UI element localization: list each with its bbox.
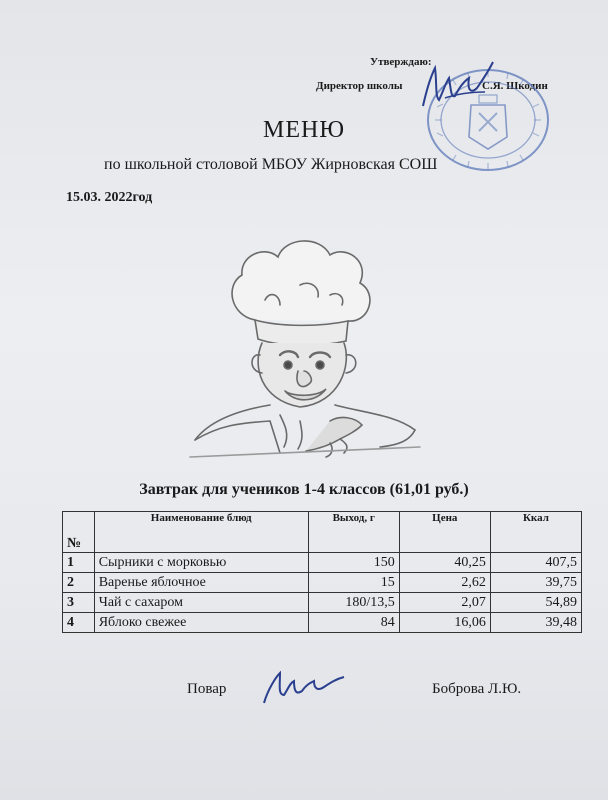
menu-table (62, 511, 582, 633)
table-row (63, 613, 582, 633)
row-price: 16,06 (399, 613, 490, 633)
meal-title: Завтрак для учеников 1-4 классов (61,01 руб.) (139, 481, 469, 498)
row-name: Варенье яблочное (94, 573, 308, 593)
table-row (63, 553, 582, 573)
menu-date: 15.03. 2022год (66, 190, 153, 205)
row-name: Чай с сахаром (94, 593, 308, 613)
cook-signature-icon (258, 665, 348, 710)
row-num: 4 (63, 613, 95, 633)
page-subtitle: по школьной столовой МБОУ Жирновская СОШ (104, 156, 438, 173)
header-kcal: Ккал (490, 512, 581, 553)
director-signature-icon (415, 48, 505, 118)
row-num: 3 (63, 593, 95, 613)
row-kcal: 39,48 (490, 613, 581, 633)
row-name: Сырники с морковью (94, 553, 308, 573)
row-num: 1 (63, 553, 95, 573)
row-weight: 150 (308, 553, 399, 573)
row-kcal: 54,89 (490, 593, 581, 613)
row-name: Яблоко свежее (94, 613, 308, 633)
cook-label: Повар (187, 681, 227, 697)
row-kcal: 407,5 (490, 553, 581, 573)
row-weight: 15 (308, 573, 399, 593)
header-weight: Выход, г (308, 512, 399, 553)
row-price: 40,25 (399, 553, 490, 573)
row-weight: 84 (308, 613, 399, 633)
header-price: Цена (399, 512, 490, 553)
chef-illustration-icon (180, 225, 430, 465)
cook-name: Боброва Л.Ю. (432, 681, 522, 697)
director-name: С.Я. Шкодин (482, 80, 548, 92)
row-price: 2,07 (399, 593, 490, 613)
row-price: 2,62 (399, 573, 490, 593)
table-row (63, 593, 582, 613)
page-title: МЕНЮ (263, 117, 345, 143)
table-header-row (63, 512, 582, 553)
row-kcal: 39,75 (490, 573, 581, 593)
approve-label: Утверждаю: (370, 56, 432, 68)
row-num: 2 (63, 573, 95, 593)
header-num: № (63, 512, 95, 553)
table-row (63, 573, 582, 593)
row-weight: 180/13,5 (308, 593, 399, 613)
director-label: Директор школы (316, 80, 403, 92)
header-name: Наименование блюд (94, 512, 308, 553)
